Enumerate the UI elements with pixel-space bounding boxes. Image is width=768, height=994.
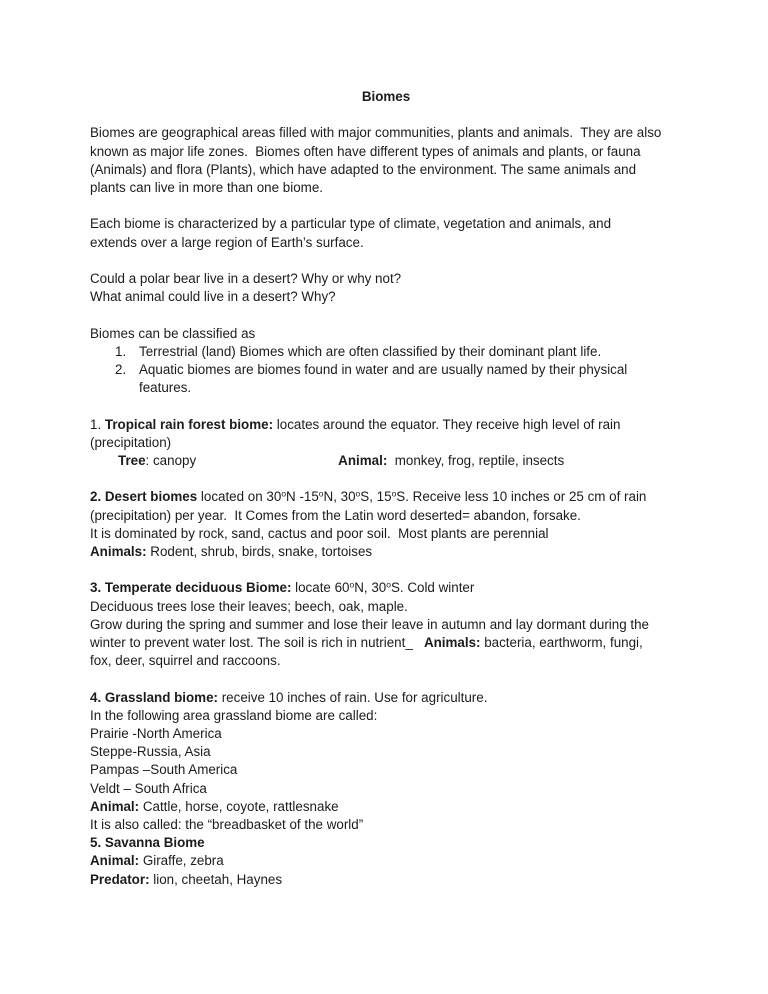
- text-line: [90, 379, 682, 397]
- document-body: [90, 88, 682, 889]
- text-run: Grow during the spring and summer and lose their leave in autumn and lay dormant during the: [90, 616, 650, 632]
- text-line: [90, 416, 682, 434]
- text-run: What animal could live in a desert? Why?: [90, 289, 336, 305]
- bold-text-run: Tree: [118, 452, 146, 468]
- text-line: [90, 852, 682, 870]
- tropical-rainforest-section: [90, 416, 682, 471]
- text-line: [90, 707, 682, 725]
- text-line: [90, 161, 682, 179]
- text-run: (Animals) and flora (Plants), which have adapted to the environment. The same animals and: [90, 161, 637, 177]
- text-line: [90, 143, 682, 161]
- text-run: In the following area grassland biome are called:: [90, 707, 378, 723]
- text-line: [90, 179, 682, 197]
- text-run: Biomes can be classified as: [90, 325, 256, 341]
- list-number: 2.: [115, 361, 127, 377]
- text-run: It is also called: the “breadbasket of the world”: [90, 817, 364, 832]
- text-run: N, 30: [354, 580, 387, 596]
- bold-text-run: Animal:: [90, 853, 140, 869]
- text-run: Aquatic biomes are biomes found in water and are usually named by their physical: [139, 361, 628, 377]
- text-run: Cattle, horse, coyote, rattlesnake: [139, 798, 339, 814]
- text-line: [90, 525, 682, 543]
- text-run: Prairie -North America: [90, 725, 222, 741]
- text-run: (precipitation): [90, 434, 172, 450]
- text-run: Each biome is characterized by a particular type of climate, vegetation and animals, and: [90, 216, 612, 232]
- text-line: [90, 761, 682, 779]
- degree-superscript: o: [386, 579, 391, 590]
- text-run: N -15: [286, 489, 319, 505]
- text-run: Terrestrial (land) Biomes which are often classified by their dominant plant life.: [139, 343, 602, 359]
- text-run: Pampas –South America: [90, 762, 238, 778]
- bold-text-run: 3. Temperate deciduous Biome:: [90, 580, 292, 596]
- text-run: Steppe-Russia, Asia: [90, 744, 211, 760]
- text-line: [90, 798, 682, 816]
- text-run: receive 10 inches of rain. Use for agriculture.: [218, 689, 488, 705]
- text-run: (precipitation) per year. It Comes from the Latin word deserted= abandon, forsake.: [90, 507, 581, 523]
- list-item: [90, 343, 682, 361]
- text-run: lion, cheetah, Haynes: [149, 871, 283, 887]
- bold-text-run: Animals:: [90, 543, 147, 559]
- text-line: [90, 325, 682, 343]
- text-run: bacteria, earthworm, fungi,: [480, 634, 643, 650]
- bold-text-run: Predator:: [90, 871, 150, 887]
- text-line: [90, 725, 682, 743]
- text-line: [90, 543, 682, 561]
- text-line: [90, 634, 682, 652]
- text-line: [90, 834, 682, 852]
- text-run: : canopy: [145, 452, 197, 468]
- text-run: Rodent, shrub, birds, snake, tortoises: [146, 543, 373, 559]
- text-run: plants can live in more than one biome.: [90, 180, 323, 195]
- text-run: Giraffe, zebra: [139, 853, 224, 869]
- text-line: [90, 871, 682, 889]
- text-run: S. Cold winter: [390, 580, 475, 596]
- list-number: 1.: [115, 343, 127, 359]
- list-item: [90, 361, 682, 379]
- bold-text-run: 4. Grassland biome:: [90, 689, 218, 705]
- text-run: S, 15: [360, 489, 392, 505]
- text-line: [90, 124, 682, 142]
- text-line: [90, 507, 682, 525]
- classification-section: [90, 325, 682, 398]
- desert-section: [90, 488, 682, 561]
- text-run: locate 60: [291, 580, 350, 596]
- text-run: winter to prevent water lost. The soil is rich in nutrient_: [90, 634, 424, 650]
- text-line: [90, 616, 682, 634]
- text-line: [90, 488, 682, 506]
- text-line: [90, 434, 682, 452]
- text-line: [90, 234, 682, 252]
- text-line: [90, 579, 682, 597]
- document-blocks: [90, 124, 682, 888]
- text-run: Deciduous trees lose their leaves; beech, oak, maple.: [90, 598, 408, 614]
- text-run: located on 30: [197, 489, 282, 505]
- text-run: features.: [139, 380, 192, 396]
- intro-paragraph: [90, 124, 682, 197]
- degree-superscript: o: [391, 488, 397, 499]
- grassland-savanna-section: [90, 689, 682, 889]
- biome-definition-paragraph: [90, 215, 682, 251]
- text-line: [90, 652, 682, 670]
- temperate-deciduous-section: [90, 579, 682, 670]
- text-line: [90, 743, 682, 761]
- text-run: N, 30: [323, 489, 356, 505]
- bold-text-run: Animal:: [90, 798, 140, 814]
- text-run: S. Receive less 10 inches or 25 cm of rain: [396, 489, 647, 505]
- tab-space: [196, 464, 338, 465]
- text-run: Biomes are geographical areas filled with major communities, plants and animals. They are also: [90, 125, 662, 141]
- bold-text-run: Animals:: [423, 634, 481, 650]
- text-line: [90, 689, 682, 707]
- bold-text-run: 2. Desert biomes: [90, 489, 198, 505]
- bold-text-run: Animal:: [338, 452, 388, 468]
- text-line: [90, 270, 682, 288]
- text-run: Veldt – South Africa: [90, 780, 207, 796]
- text-run: Could a polar bear live in a desert? Why or why not?: [90, 270, 402, 286]
- text-line: [90, 598, 682, 616]
- text-run: known as major life zones. Biomes often have different types of animals and plants, or fauna: [90, 143, 641, 159]
- bold-text-run: 5. Savanna Biome: [90, 835, 205, 851]
- degree-superscript: o: [355, 488, 361, 499]
- text-run: monkey, frog, reptile, insects: [387, 452, 565, 468]
- text-run: locates around the equator. They receive high level of rain: [273, 416, 621, 432]
- text-run: fox, deer, squirrel and raccoons.: [90, 653, 281, 669]
- text-line: [90, 452, 682, 470]
- degree-superscript: o: [349, 579, 355, 590]
- text-run: It is dominated by rock, sand, cactus and poor soil. Most plants are perennial: [90, 525, 549, 541]
- degree-superscript: o: [318, 488, 324, 499]
- bold-text-run: Tropical rain forest biome:: [104, 416, 274, 432]
- text-line: [90, 288, 682, 306]
- text-run: extends over a large region of Earth’s surface.: [90, 234, 364, 250]
- degree-superscript: o: [281, 488, 287, 499]
- discussion-questions: [90, 270, 682, 306]
- text-line: [90, 780, 682, 798]
- document-title: Biomes: [361, 89, 411, 104]
- text-line: [90, 816, 682, 834]
- text-line: [90, 215, 682, 233]
- text-run: 1.: [90, 416, 105, 432]
